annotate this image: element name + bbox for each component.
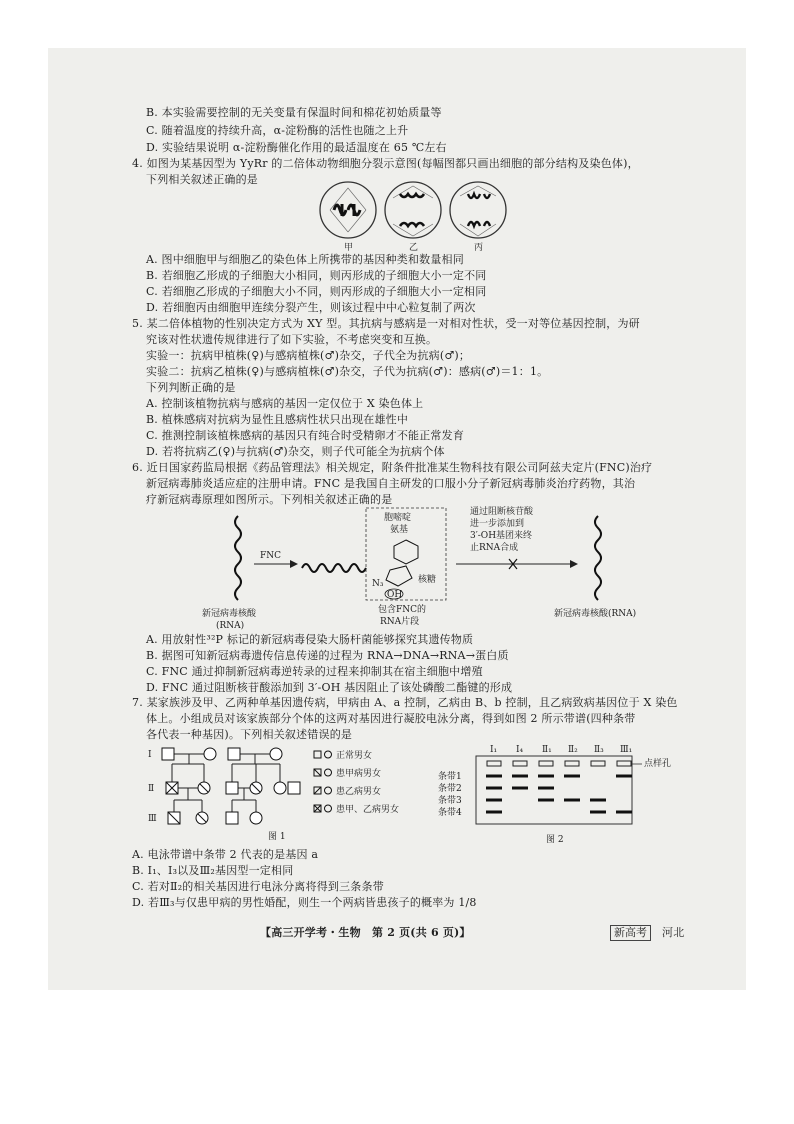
footer-title: 【高三开学考・生物 第 2 页(共 6 页)】	[260, 926, 471, 939]
arrow-note-3: 3′-OH基团来终	[470, 531, 533, 541]
gel-band	[564, 799, 580, 802]
n3-label: N₃	[372, 579, 384, 589]
legend-disease-a: 患甲病男女	[336, 769, 382, 779]
gel-band	[564, 775, 580, 778]
pedigree-figure	[148, 742, 418, 842]
q5-prompt: 下列判断正确的是	[146, 381, 236, 394]
q5-experiment-1: 实验一：抗病甲植株(♀)与感病植株(♂)杂交，子代全为抗病(♂)；	[146, 349, 471, 362]
well-label: 点样孔	[644, 759, 672, 769]
q5-stem-2: 究该对性状遗传规律进行了如下实验，不考虑突变和互换。	[146, 333, 438, 346]
blocked-arrow-head	[570, 560, 578, 568]
lane-label-5: Ⅲ₁	[620, 745, 633, 755]
generation-label-iii: Ⅲ	[148, 814, 157, 824]
gel-band	[538, 799, 554, 802]
q5-stem-1: 5. 某二倍体植物的性别决定方式为 XY 型。其抗病与感病是一对相对性状，受一对等位基因控制，为研	[132, 317, 640, 330]
figure1-caption: 图 1	[268, 832, 286, 842]
pedigree-legend	[314, 749, 399, 815]
cell-label-bing: 丙	[474, 243, 484, 252]
gel-well	[591, 761, 605, 766]
gel-well	[513, 761, 527, 766]
q6-option-b: B. 据图可知新冠病毒遗传信息传递的过程为 RNA→DNA→RNA→蛋白质	[146, 649, 509, 662]
q7-option-c: C. 若对Ⅱ₂的相关基因进行电泳分离将得到三条条带	[132, 880, 384, 893]
gel-electrophoresis-figure	[436, 742, 684, 852]
band-label-1: 条带1	[438, 772, 462, 782]
q4-option-b: B. 若细胞乙形成的子细胞大小相同，则丙形成的子细胞大小一定不同	[146, 269, 487, 282]
gel-well	[617, 761, 631, 766]
cell-jia	[320, 182, 376, 238]
fragment-label-2: RNA片段	[380, 617, 420, 627]
footer-region: 河北	[662, 926, 685, 939]
cell-label-jia: 甲	[344, 243, 354, 252]
fnc-base-label: 胞嘧啶	[384, 513, 412, 523]
q6-stem-2: 新冠病毒肺炎适应症的注册申请。FNC 是我国自主研发的口服小分子新冠病毒肺炎治疗药物，其治	[146, 477, 636, 490]
lane-label-3: Ⅱ₂	[568, 745, 578, 755]
gel-band	[512, 775, 528, 778]
q5-experiment-2: 实验二：抗病乙植株(♀)与感病植株(♂)杂交，子代为抗病(♂)：感病(♂)＝1：1。	[146, 365, 549, 378]
gel-band	[486, 775, 502, 778]
q5-option-b: B. 植株感病对抗病为显性且感病性状只出现在雄性中	[146, 413, 409, 426]
cell-yi	[385, 182, 441, 238]
generation-label-i: Ⅰ	[148, 750, 152, 760]
legend-normal: 正常男女	[336, 751, 373, 761]
cell-bing	[450, 182, 506, 238]
left-rna-label-1: 新冠病毒核酸	[202, 609, 257, 619]
rna-fragment	[302, 564, 366, 572]
q3-option-c: C. 随着温度的持续升高，α-淀粉酶的活性也随之上升	[146, 124, 409, 137]
legend-both: 患甲、乙病男女	[336, 805, 400, 815]
cytosine-ring	[394, 540, 418, 564]
q6-stem-3: 疗新冠病毒原理如图所示。下列相关叙述正确的是	[146, 493, 393, 506]
gel-band	[538, 787, 554, 790]
gel-well	[565, 761, 579, 766]
q4-option-a: A. 图中细胞甲与细胞乙的染色体上所携带的基因种类和数量相同	[146, 253, 464, 266]
gel-band	[590, 811, 606, 814]
gel-band	[616, 775, 632, 778]
lane-label-1: Ⅰ₄	[516, 745, 524, 755]
q7-option-a: A. 电泳带谱中条带 2 代表的是基因 a	[132, 848, 319, 861]
q3-option-d: D. 实验结果说明 α-淀粉酶催化作用的最适温度在 65 ℃左右	[146, 141, 447, 154]
q6-option-c: C. FNC 通过抑制新冠病毒逆转录的过程来抑制其在宿主细胞中增殖	[146, 665, 483, 678]
q4-option-d: D. 若细胞丙由细胞甲连续分裂产生，则该过程中中心粒复制了两次	[146, 301, 476, 314]
gel-band	[486, 811, 502, 814]
fnc-arrow-head	[290, 560, 298, 568]
gel-band	[538, 775, 554, 778]
footer-tag: 新高考	[610, 925, 651, 941]
pedigree-generation-iii	[168, 812, 262, 824]
q3-option-b: B. 本实验需要控制的无关变量有保温时间和棉花初始质量等	[146, 106, 442, 119]
q7-option-b: B. Ⅰ₁、Ⅰ₃以及Ⅲ₂基因型一定相同	[132, 864, 294, 877]
q6-option-d: D. FNC 通过阻断核苷酸添加到 3′-OH 基因阻止了该处磷酸二酯键的形成	[146, 681, 513, 694]
gel-band	[486, 799, 502, 802]
figure2-caption: 图 2	[546, 835, 564, 845]
q4-stem-2: 下列相关叙述正确的是	[146, 173, 258, 186]
q7-option-d: D. 若Ⅲ₃与仅患甲病的男性婚配，则生一个两病皆患孩子的概率为 1/8	[132, 896, 477, 909]
fnc-mechanism-figure	[198, 504, 638, 630]
cell-division-figure	[308, 180, 518, 252]
band-label-2: 条带2	[438, 784, 462, 794]
band-label-4: 条带4	[438, 808, 462, 818]
gel-band	[486, 787, 502, 790]
virus-rna-right	[595, 516, 601, 600]
q6-stem-1: 6. 近日国家药监局根据《药品管理法》相关规定，附条件批准某生物科技有限公司阿兹夫定片(FNC)治疗	[132, 461, 653, 474]
q4-stem-1: 4. 如图为某基因型为 YyRr 的二倍体动物细胞分裂示意图(每幅图都只画出细胞的部分结构及染色体)，	[132, 157, 639, 170]
q5-option-c: C. 推测控制该植株感病的基因只有纯合时受精卵才不能正常发育	[146, 429, 465, 442]
arrow-note-2: 进一步添加到	[470, 519, 525, 529]
exam-page	[48, 48, 746, 990]
gel-band	[512, 787, 528, 790]
legend-disease-b: 患乙病男女	[336, 787, 382, 797]
fnc-amino-label: 氨基	[390, 525, 409, 535]
arrow-note-4: 止RNA合成	[470, 543, 519, 553]
ribose-ring	[386, 566, 412, 586]
fnc-drug-label: FNC	[260, 551, 282, 561]
q5-option-a: A. 控制该植物抗病与感病的基因一定仅位于 X 染色体上	[146, 397, 424, 410]
gel-band	[590, 799, 606, 802]
arrow-note-1: 通过阻断核苷酸	[470, 507, 534, 517]
fragment-label-1: 包含FNC的	[378, 605, 427, 615]
gel-well	[539, 761, 553, 766]
gel-well	[487, 761, 501, 766]
q7-stem-3: 各代表一种基因)。下列相关叙述错误的是	[146, 728, 353, 741]
q4-option-c: C. 若细胞乙形成的子细胞大小不同，则丙形成的子细胞大小一定相同	[146, 285, 487, 298]
lane-label-0: Ⅰ₁	[490, 745, 498, 755]
left-rna-label-2: (RNA)	[216, 621, 245, 630]
lane-label-4: Ⅱ₃	[594, 745, 604, 755]
right-rna-label: 新冠病毒核酸(RNA)	[554, 609, 637, 619]
band-label-3: 条带3	[438, 796, 462, 806]
q7-stem-2: 体上。小组成员对该家族部分个体的这两对基因进行凝胶电泳分离，得到如图 2 所示带谱(四种条带	[146, 712, 636, 725]
generation-label-ii: Ⅱ	[148, 784, 155, 794]
lane-label-2: Ⅱ₁	[542, 745, 552, 755]
q7-stem-1: 7. 某家族涉及甲、乙两种单基因遗传病，甲病由 A、a 控制，乙病由 B、b 控制，且乙病致病基因位于 X 染色	[132, 696, 678, 709]
cell-label-yi: 乙	[409, 243, 419, 252]
virus-rna-left	[235, 516, 241, 600]
q5-option-d: D. 若将抗病乙(♀)与抗病(♂)杂交，则子代可能全为抗病个体	[146, 445, 445, 458]
gel-band	[616, 811, 632, 814]
oh-label: OH	[387, 590, 403, 600]
q6-option-a: A. 用放射性³²P 标记的新冠病毒侵染大肠杆菌能够探究其遗传物质	[146, 633, 474, 646]
ribose-label: 核糖	[418, 575, 437, 585]
